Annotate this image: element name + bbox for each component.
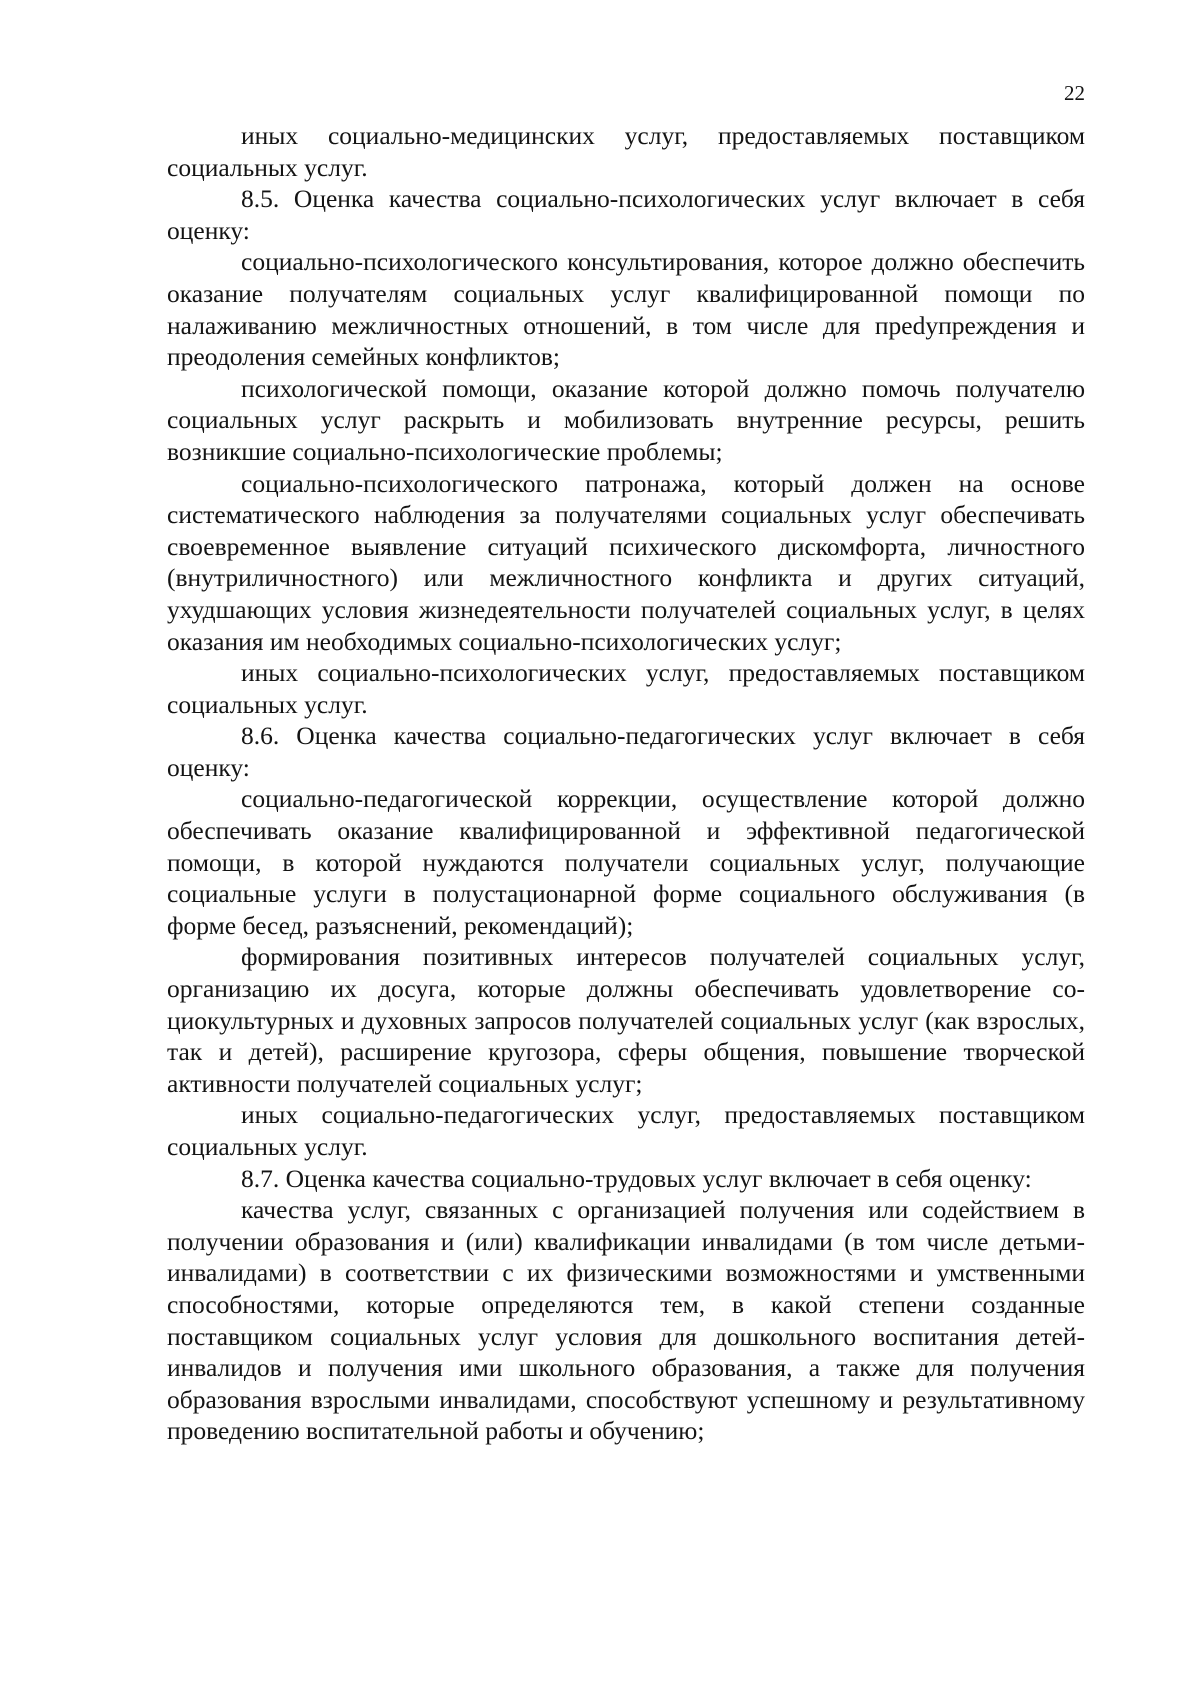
document-body — [167, 120, 1085, 1447]
paragraph-psych-help: психологической помощи, оказание которой должно помочь получателю социальных услуг раскрыть и мобилизовать внутренние ресурсы, решить возникшие социально-психологические проблемы; — [167, 373, 1085, 466]
paragraph-psych-patronage: социально-психологического патронажа, который должен на основе систематического наблюдения за получателями социальных услуг обеспечивать своевременное выявление ситуаций психического дискомфорта, личностного (внутриличностного) или межличностного конфликта и других ситуаций, ухудшающих условия жизнедеятельности получателей социальных услуг, в целях оказания им необходимых социально-психологических услуг; — [167, 468, 1085, 656]
paragraph-ped-interests: формирования позитивных интересов получателей социальных услуг, организацию их досуга, которые должны обеспечивать удовлетворение социокультурных и духовных запросов получателей социальных услуг (как взрослых, так и детей), расширение кругозора, сферы общения, повышение творческой активности получателей социальных услуг; — [167, 942, 1085, 1098]
page-number: 22 — [1064, 81, 1085, 105]
paragraph-psych-consulting: социально-психологического консультирования, которое должно обеспечить оказание получателям социальных услуг квалифицированной помощи по налаживанию межличностных отношений, в том числе для преdупреждения и преодоления семейных конфликтов; — [167, 247, 1085, 372]
paragraph-ped-correction: социально-педагогической коррекции, осуществление которой должно обеспечивать оказание квалифицированной и эффективной педагогической помощи, в которой нуждаются получатели социальных услуг, получающие социальные услуги в полустационарной форме социального обслуживания (в форме бесед, разъяснений, рекомендаций); — [167, 784, 1085, 940]
paragraph-labor-education: качества услуг, связанных с организацией получения или содействием в получении образования и (или) квалификации инвалидами (в том числе детьми-инвалидами) в соответствии с их физическими возможностями и умственными способностями, которые определяются тем, в какой степени созданные поставщиком социальных услуг условия для дошкольного воспитания детей-инвалидов и получения ими школьного образования, а также для получения образования взрослыми инвалидами, способствуют успешному и результативному проведению воспитательной работы и обучению; — [167, 1195, 1085, 1446]
paragraph-8-7-heading: 8.7. Оценка качества социально-трудовых услуг включает в себя оценку: — [241, 1163, 1032, 1193]
paragraph-psych-other: иных социально-психологических услуг, предоставляемых поставщиком социальных услуг. — [167, 658, 1085, 719]
paragraph-ped-other: иных социально-педагогических услуг, предоставляемых поставщиком социальных услуг. — [167, 1100, 1085, 1161]
paragraph-8-6-heading: 8.6. Оценка качества социально-педагогических услуг включает в себя оценку: — [167, 721, 1085, 782]
paragraph-8-5-heading: 8.5. Оценка качества социально-психологических услуг включает в себя оценку: — [167, 184, 1085, 245]
paragraph-medical-other: иных социально-медицинских услуг, предоставляемых поставщиком социальных услуг. — [167, 121, 1085, 182]
